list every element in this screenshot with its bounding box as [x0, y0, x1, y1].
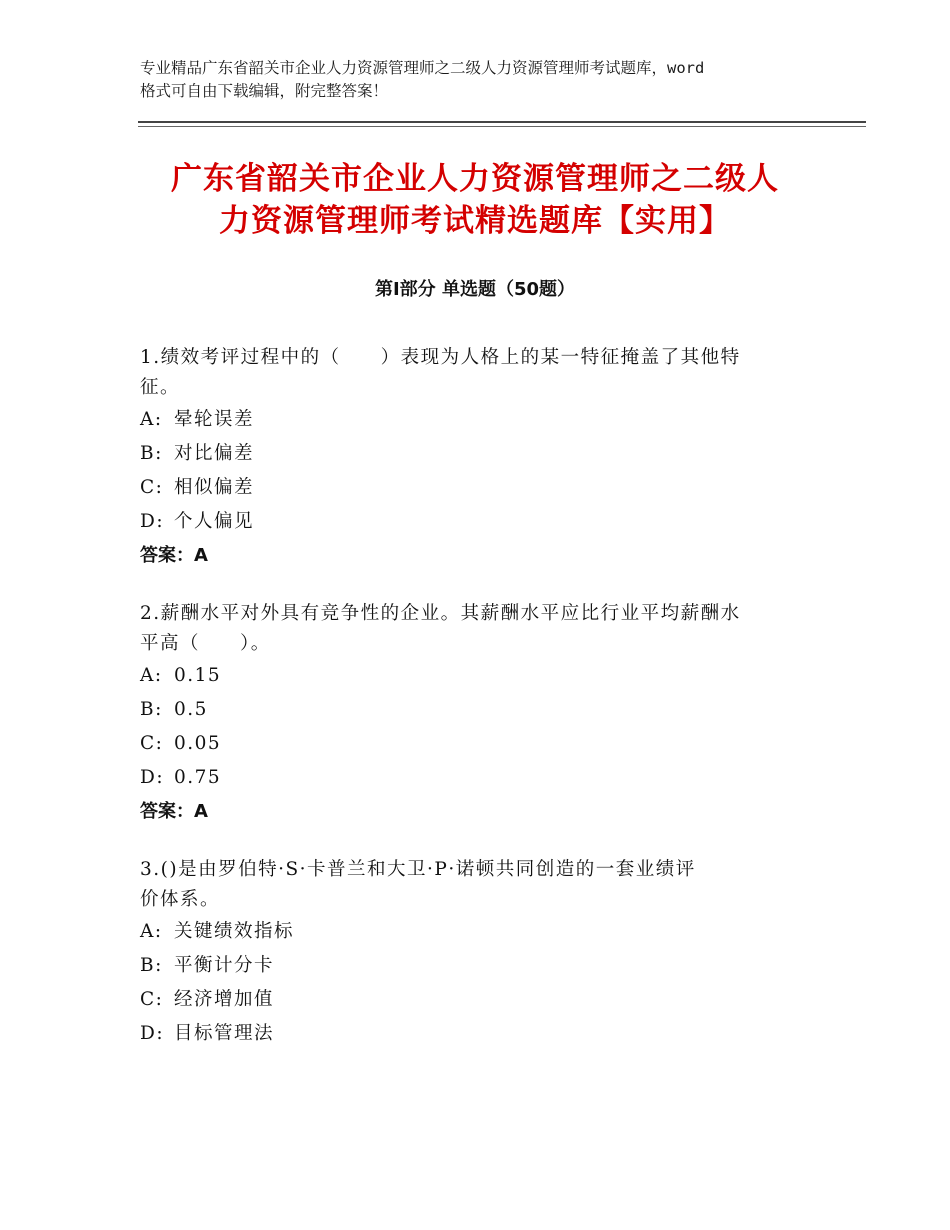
- question-stem-line: 征。: [140, 377, 181, 398]
- document-title-line-2: 力资源管理师考试精选题库【实用】: [219, 203, 731, 239]
- option-letter: B:: [140, 955, 163, 976]
- option-letter: C:: [140, 989, 164, 1010]
- question-stem-line: 价体系。: [140, 889, 221, 910]
- option-b: [140, 437, 805, 471]
- question-1: [140, 343, 805, 573]
- header-divider-thick: [138, 121, 866, 123]
- question-stem-line: 平高（ ）。: [140, 633, 271, 654]
- option-text: 对比偏差: [174, 443, 255, 464]
- option-text: 0.05: [174, 733, 222, 754]
- answer-value: A: [194, 801, 208, 822]
- question-stem-line: 2.薪酬水平对外具有竞争性的企业。其薪酬水平应比行业平均薪酬水: [140, 603, 741, 624]
- option-text: 0.5: [174, 699, 208, 720]
- option-c: [140, 983, 805, 1017]
- option-text: 个人偏见: [174, 511, 255, 532]
- answer-label: 答案：: [140, 801, 194, 822]
- option-text: 0.75: [174, 767, 222, 788]
- header-line-2: 格式可自由下载编辑，附完整答案！: [140, 82, 389, 100]
- option-text: 目标管理法: [174, 1023, 275, 1044]
- header-divider-thin: [138, 126, 866, 127]
- option-c: [140, 471, 805, 505]
- option-letter: D:: [140, 767, 165, 788]
- answer-label: 答案：: [140, 545, 194, 566]
- option-letter: A:: [140, 665, 163, 686]
- option-d: [140, 761, 805, 795]
- option-text: 关键绩效指标: [174, 921, 295, 942]
- option-letter: A:: [140, 409, 163, 430]
- option-letter: C:: [140, 733, 164, 754]
- document-title: [140, 158, 810, 242]
- question-stem-line: 3.()是由罗伯特·S·卡普兰和大卫·P·诺顿共同创造的一套业绩评: [140, 859, 696, 880]
- option-c: [140, 727, 805, 761]
- question-list: [140, 343, 805, 1077]
- option-text: 晕轮误差: [174, 409, 255, 430]
- answer-line: [140, 795, 805, 829]
- question-3: [140, 855, 805, 1051]
- document-title-line-1: 广东省韶关市企业人力资源管理师之二级人: [171, 161, 779, 197]
- answer-line: [140, 539, 805, 573]
- answer-value: A: [194, 545, 208, 566]
- option-letter: C:: [140, 477, 164, 498]
- option-text: 0.15: [174, 665, 222, 686]
- option-text: 平衡计分卡: [174, 955, 275, 976]
- section-title: 第Ⅰ部分 单选题（50题）: [374, 279, 575, 300]
- option-a: [140, 659, 805, 693]
- option-letter: D:: [140, 511, 165, 532]
- option-b: [140, 949, 805, 983]
- question-2: [140, 599, 805, 829]
- option-d: [140, 505, 805, 539]
- option-letter: B:: [140, 699, 163, 720]
- option-b: [140, 693, 805, 727]
- option-a: [140, 915, 805, 949]
- option-letter: A:: [140, 921, 163, 942]
- option-letter: B:: [140, 443, 163, 464]
- option-a: [140, 403, 805, 437]
- page-header: [140, 57, 830, 103]
- option-text: 相似偏差: [174, 477, 255, 498]
- question-stem-line: 1.绩效考评过程中的（ ）表现为人格上的某一特征掩盖了其他特: [140, 347, 741, 368]
- option-text: 经济增加值: [174, 989, 275, 1010]
- header-line-1: 专业精品广东省韶关市企业人力资源管理师之二级人力资源管理师考试题库，word: [140, 59, 705, 77]
- option-d: [140, 1017, 805, 1051]
- option-letter: D:: [140, 1023, 165, 1044]
